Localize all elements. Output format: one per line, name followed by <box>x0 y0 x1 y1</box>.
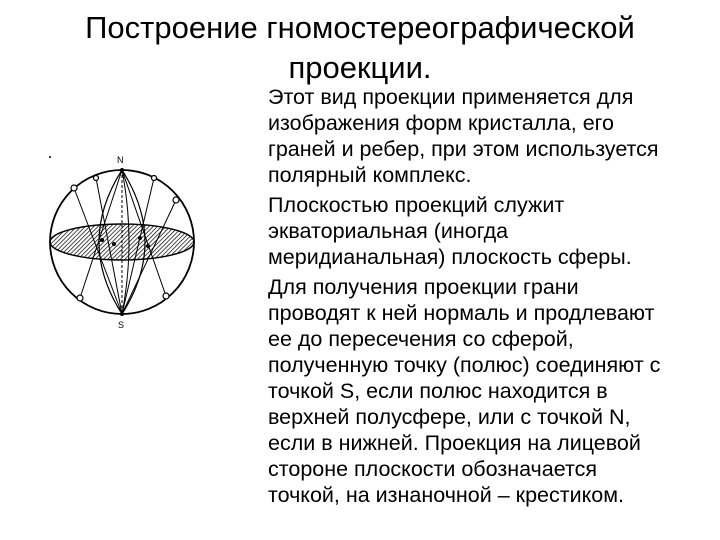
slide-title-line-2: проекции. <box>288 50 432 85</box>
paragraph-line: изображения форм кристалла, его <box>268 111 614 135</box>
projected-point-4 <box>146 244 150 248</box>
paragraph-line: полученную точку (полюс) соединяют с <box>268 353 661 377</box>
paragraph-line: Для получения проекции грани <box>268 275 579 299</box>
north-label: N <box>117 155 124 165</box>
pole-point-5 <box>77 295 83 301</box>
pole-point-2 <box>94 176 99 181</box>
small-dot-mark <box>49 156 51 158</box>
slide-title-line-1: Построение гномостереографической <box>85 10 635 45</box>
paragraph-2 <box>268 192 716 270</box>
paragraph-line: Плоскостью проекций служит <box>268 193 565 217</box>
paragraph-line: граней и ребер, при этом используется <box>268 137 659 161</box>
paragraph-line: меридианальная) плоскость сферы. <box>268 245 632 269</box>
paragraph-line: Этот вид проекции применяется для <box>268 85 634 109</box>
paragraph-line: полярный комплекс. <box>268 163 472 187</box>
pole-point-6 <box>163 293 169 299</box>
paragraph-line: проводят к ней нормаль и продлевают <box>268 301 655 325</box>
pole-point-3 <box>152 176 157 181</box>
projected-point-1 <box>100 238 104 242</box>
paragraph-line: если в нижней. Проекция на лицевой <box>268 431 641 455</box>
paragraph-1 <box>268 84 716 188</box>
paragraph-line: экваториальная (иногда <box>268 219 509 243</box>
slide-title <box>40 8 680 88</box>
paragraph-line: точкой S, если полюс находится в <box>268 379 608 403</box>
paragraph-line: стороне плоскости обозначается <box>268 457 597 481</box>
projected-point-2 <box>112 242 116 246</box>
sphere-projection-diagram <box>36 148 208 334</box>
paragraph-line: точкой, на изнаночной – крестиком. <box>268 483 624 507</box>
projected-point-3 <box>138 236 142 240</box>
north-pole-point <box>120 168 124 172</box>
pole-point-1 <box>71 185 77 191</box>
south-label: S <box>118 320 125 330</box>
south-pole-point <box>120 312 124 316</box>
paragraph-3 <box>268 274 716 508</box>
paragraph-line: ее до пересечения со сферой, <box>268 327 574 351</box>
slide-body <box>268 84 716 512</box>
pole-point-4 <box>173 197 179 203</box>
paragraph-line: верхней полусфере, или с точкой N, <box>268 405 631 429</box>
sphere-projection-figure <box>36 148 208 334</box>
